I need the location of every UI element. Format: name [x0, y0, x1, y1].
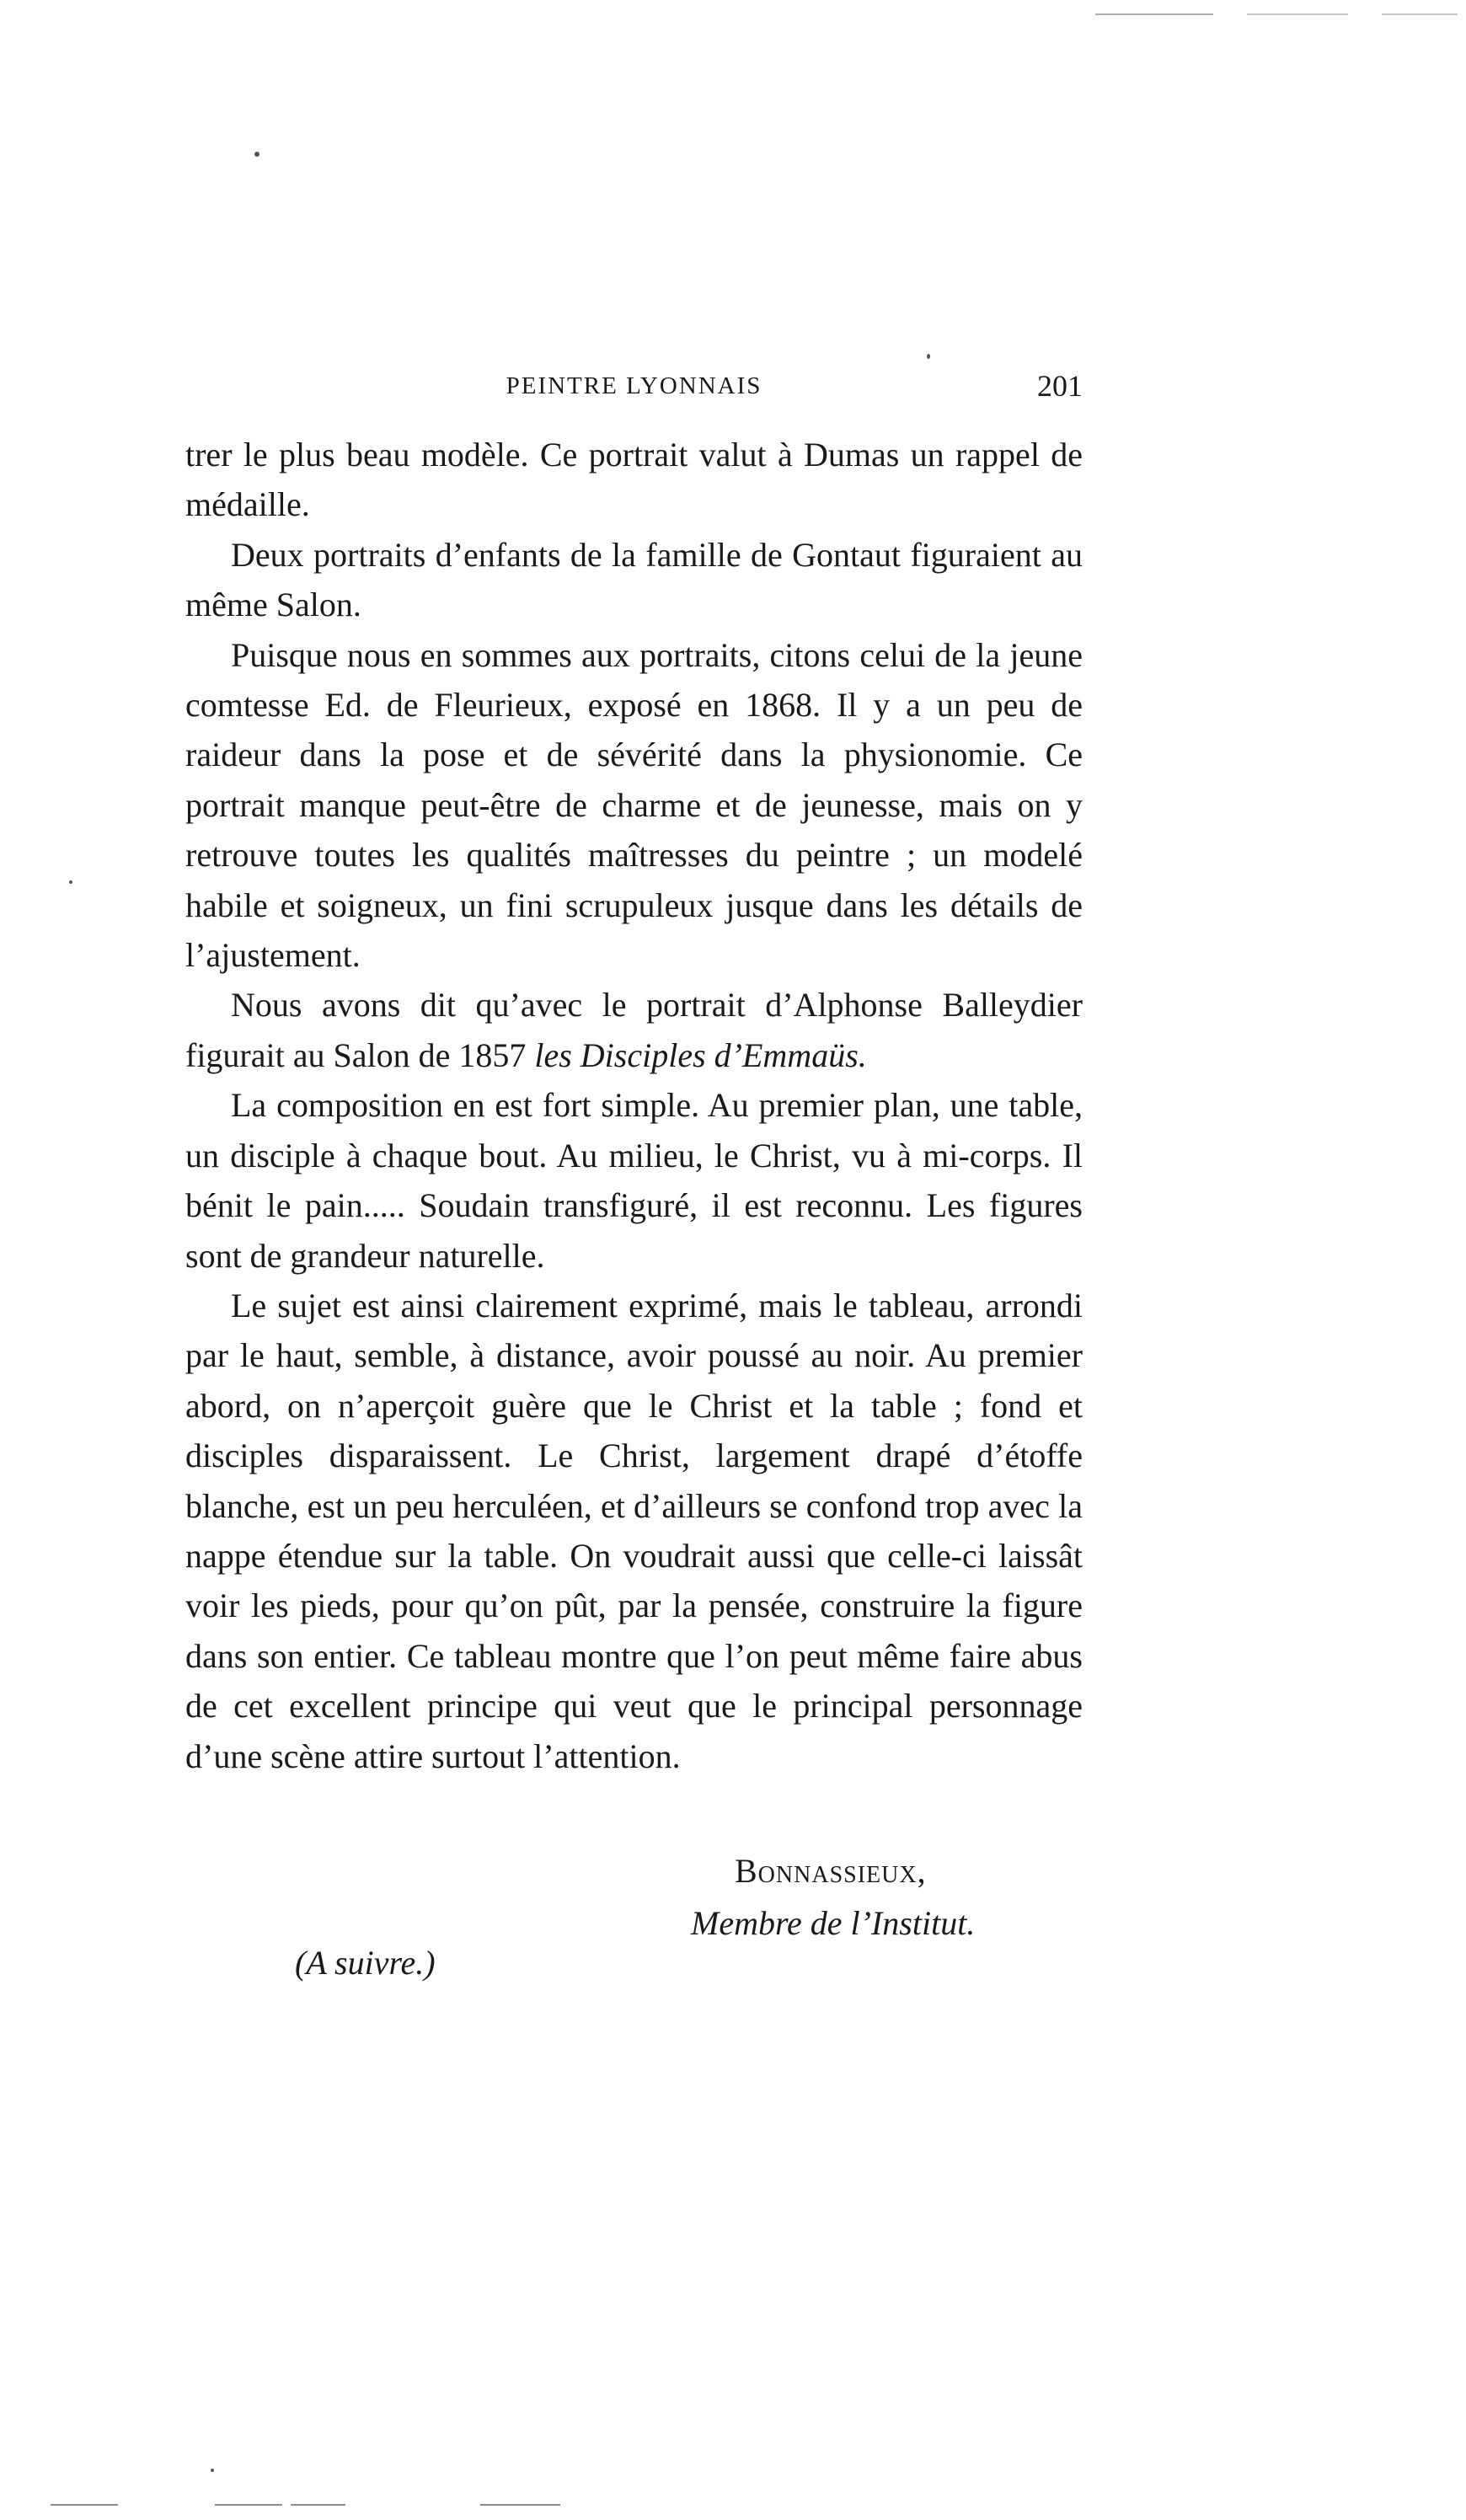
- bottom-scan-rule: [51, 2504, 118, 2506]
- bottom-scan-rule-4: [480, 2504, 560, 2506]
- top-scan-rule: [1095, 13, 1213, 15]
- author-name: Bonnassieux,: [735, 1852, 927, 1890]
- painting-title: les Disciples d’Emmaüs.: [534, 1035, 867, 1074]
- bottom-scan-rule-3: [291, 2504, 345, 2506]
- paragraph: Puisque nous en sommes aux portraits, citons celui de la jeune comtesse Ed. de Fleurieux, exposé en 1868. Il y a un peu de raideur dans la pose et de sévérité dans la physionomie. Ce portrait manque peut-être de charme et de jeunesse, mais on y retrouve toutes les qualités maîtresses du peintre ; un modelé habile et soigneux, un fini scrupuleux jusque dans les détails de l’ajustement.: [185, 635, 1083, 975]
- speck: [69, 880, 72, 884]
- paragraph: La composition en est fort simple. Au premier plan, une table, un disciple à chaque bout. Au milieu, le Christ, vu à mi-corps. Il bénit le pain..... Soudain transfiguré, il est reconnu. Les figures sont de grandeur naturelle.: [185, 1086, 1083, 1275]
- speck: [211, 2469, 214, 2472]
- running-title: PEINTRE LYONNAIS: [506, 372, 762, 399]
- running-header: [185, 369, 1083, 411]
- paragraph-text: Nous avons dit qu’avec le portrait d’Alphonse Balleydier figurait au Salon de 1857: [185, 986, 1083, 1074]
- paragraph: [185, 980, 1083, 1080]
- signature-block: [691, 1845, 1083, 1950]
- top-scan-rule-2: [1247, 13, 1348, 15]
- bottom-scan-rule-2: [215, 2504, 282, 2506]
- top-scan-rule-3: [1382, 13, 1458, 15]
- author-affiliation: Membre de l’Institut.: [691, 1904, 976, 1942]
- paragraph: Deux portraits d’enfants de la famille de Gontaut figuraient au même Salon.: [185, 535, 1083, 624]
- paragraph: Le sujet est ainsi clairement exprimé, mais le tableau, arrondi par le haut, semble, à distance, avoir poussé au noir. Au premier abord, on n’aperçoit guère que le Christ et la table ; fond et disciples disparaissent. Le Christ, largement drapé d’étoffe blanche, est un peu herculéen, et d’ailleurs se confond trop avec la nappe étendue sur la table. On voudrait aussi que celle-ci laissât voir les pieds, pour qu’on pût, par la pensée, construire la figure dans son entier. Ce tableau montre que l’on peut même faire abus de cet excellent principe qui veut que le principal personnage d’une scène attire surtout l’attention.: [185, 1286, 1083, 1775]
- speck: [927, 354, 930, 359]
- page-number: 201: [1037, 369, 1083, 403]
- to-be-continued-note: (A suivre.): [295, 1944, 436, 1982]
- paragraph: trer le plus beau modèle. Ce portrait valut à Dumas un rappel de médaille.: [185, 436, 1083, 524]
- body-text: [185, 430, 1083, 1781]
- speck: [254, 152, 259, 157]
